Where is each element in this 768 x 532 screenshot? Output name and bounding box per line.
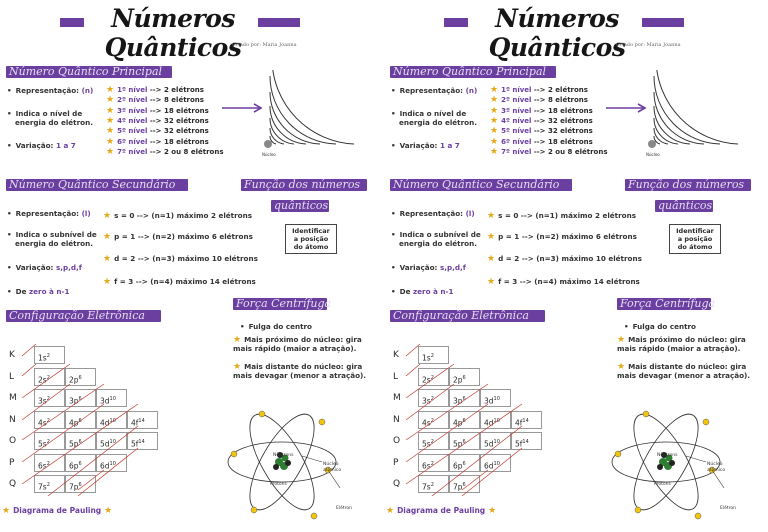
principal-level: ★ 7º nível --> 2 ou 8 elétrons bbox=[106, 146, 224, 157]
forca-distante-2: mais devagar (menor a atração). bbox=[233, 371, 367, 380]
orbital-cell: $5p^6$ bbox=[449, 432, 480, 450]
pauling-caption: ★ Diagrama de Pauling ★ bbox=[2, 506, 113, 516]
funcao-box: Identificar a posição do átomo bbox=[669, 224, 721, 254]
orbital-cell: $2s^2$ bbox=[418, 368, 449, 386]
star-icon: ★ bbox=[386, 506, 395, 516]
orbital-cell: $4f^{14}$ bbox=[511, 411, 542, 429]
shell-label: O bbox=[9, 436, 17, 446]
header-config: Configuração Eletrônica bbox=[390, 310, 545, 322]
forca-fuga: • Fulga do centro bbox=[624, 322, 696, 331]
secundario-row: ★ s = 0 --> (n=1) máximo 2 elétrons bbox=[103, 211, 252, 221]
nucleo-label: Núcleo bbox=[262, 152, 276, 157]
orbital-cell: $6p^6$ bbox=[449, 454, 480, 472]
principal-indica: • Indica o nível de bbox=[391, 109, 466, 118]
secundario-row: ★ p = 1 --> (n=2) máximo 6 elétrons bbox=[103, 232, 253, 242]
pauling-diagonals bbox=[18, 340, 168, 500]
pauling-diagonals bbox=[402, 340, 552, 500]
header-forca: Força Centrífuga bbox=[233, 298, 327, 310]
star-icon: ★ bbox=[487, 211, 496, 221]
star-icon: ★ bbox=[103, 254, 112, 264]
star-icon: ★ bbox=[106, 105, 115, 116]
star-icon: ★ bbox=[490, 115, 499, 126]
principal-level: ★ 6º nível --> 18 elétrons bbox=[490, 136, 593, 147]
header-secundario: Número Quântico Secundário bbox=[6, 179, 188, 191]
atom-nucleo: Núcleo atômico bbox=[707, 462, 726, 473]
secundario-representacao: • Representação: (l) bbox=[7, 209, 91, 218]
orbital-cell: $2p^6$ bbox=[449, 368, 480, 386]
principal-level: ★ 7º nível --> 2 ou 8 elétrons bbox=[490, 146, 608, 157]
nucleo-label: Núcleo bbox=[646, 152, 660, 157]
principal-level: ★ 1º nível --> 2 elétrons bbox=[490, 85, 588, 95]
atom-eletron: Elétron bbox=[336, 506, 352, 511]
forca-distante: ★ Mais distante do núcleo: gira bbox=[233, 362, 363, 372]
orbital-cell: $3d^{10}$ bbox=[96, 389, 127, 407]
star-icon: ★ bbox=[487, 232, 496, 242]
forca-distante-2: mais devagar (menor a atração). bbox=[617, 371, 751, 380]
forca-proximo: ★ Mais próximo do núcleo: gira bbox=[617, 335, 746, 345]
secundario-indica-2: energia do elétron. bbox=[399, 239, 477, 248]
star-icon: ★ bbox=[490, 85, 499, 95]
orbital-cell: $4s^2$ bbox=[34, 411, 65, 429]
shell-label: M bbox=[9, 393, 17, 403]
shell-label: K bbox=[393, 350, 399, 360]
forca-proximo-2: mais rápido (maior a atração). bbox=[233, 344, 357, 353]
orbital-cell: $4s^2$ bbox=[418, 411, 449, 429]
orbital-cell: $7s^2$ bbox=[34, 475, 65, 493]
principal-arrow bbox=[220, 103, 264, 113]
orbital-cell: $7s^2$ bbox=[418, 475, 449, 493]
star-icon: ★ bbox=[490, 126, 499, 137]
star-icon: ★ bbox=[106, 115, 115, 126]
secundario-variacao: • Variação: s,p,d,f bbox=[7, 263, 82, 272]
header-config: Configuração Eletrônica bbox=[6, 310, 161, 322]
star-icon: ★ bbox=[106, 126, 115, 137]
secundario-row: ★ s = 0 --> (n=1) máximo 2 elétrons bbox=[487, 211, 636, 221]
secundario-indica: • Indica o subnível de bbox=[391, 230, 481, 239]
principal-variacao: • Variação: 1 a 7 bbox=[7, 141, 76, 150]
orbital-cell: $5f^{14}$ bbox=[511, 432, 542, 450]
star-icon: ★ bbox=[106, 85, 115, 95]
star-icon: ★ bbox=[488, 506, 497, 516]
principal-level: ★ 5º nível --> 32 elétrons bbox=[106, 126, 209, 137]
atom-protons: Prótons bbox=[270, 482, 287, 487]
principal-level: ★ 4º nível --> 32 elétrons bbox=[490, 115, 593, 126]
star-icon: ★ bbox=[490, 105, 499, 116]
orbital-cell: $4p^6$ bbox=[65, 411, 96, 429]
principal-arrow bbox=[604, 103, 648, 113]
principal-indica-2: energia do elétron. bbox=[399, 118, 477, 127]
shells-diagram bbox=[262, 70, 372, 155]
star-icon: ★ bbox=[104, 506, 113, 516]
star-icon: ★ bbox=[490, 95, 499, 106]
secundario-indica-2: energia do elétron. bbox=[15, 239, 93, 248]
orbital-cell: $5s^2$ bbox=[34, 432, 65, 450]
secundario-representacao: • Representação: (l) bbox=[391, 209, 475, 218]
secundario-row: ★ d = 2 --> (n=3) máximo 10 elétrons bbox=[103, 254, 258, 264]
star-icon: ★ bbox=[490, 146, 499, 157]
credit: Criado por: Maria Joanna bbox=[232, 42, 297, 48]
forca-proximo-2: mais rápido (maior a atração). bbox=[617, 344, 741, 353]
orbital-cell: $5d^{10}$ bbox=[96, 432, 127, 450]
secundario-de: • De zero à n-1 bbox=[391, 287, 453, 296]
header-funcao-1: Função dos números bbox=[625, 179, 751, 191]
atom-neutrons: Nêutrons bbox=[273, 453, 294, 458]
shell-label: O bbox=[393, 436, 401, 446]
star-icon: ★ bbox=[617, 335, 626, 345]
shell-label: N bbox=[9, 414, 16, 425]
principal-level: ★ 5º nível --> 32 elétrons bbox=[490, 126, 593, 137]
orbital-cell: $2s^2$ bbox=[34, 368, 65, 386]
star-icon: ★ bbox=[233, 362, 242, 372]
star-icon: ★ bbox=[106, 136, 115, 147]
orbital-cell: $5s^2$ bbox=[418, 432, 449, 450]
star-icon: ★ bbox=[103, 277, 112, 287]
star-icon: ★ bbox=[487, 254, 496, 264]
forca-distante: ★ Mais distante do núcleo: gira bbox=[617, 362, 747, 372]
orbital-cell: $1s^2$ bbox=[418, 346, 449, 364]
star-icon: ★ bbox=[617, 362, 626, 372]
shell-label: L bbox=[9, 371, 15, 382]
shell-label: K bbox=[9, 350, 15, 360]
principal-level: ★ 6º nível --> 18 elétrons bbox=[106, 136, 209, 147]
star-icon: ★ bbox=[2, 506, 11, 516]
atom-protons: Prótons bbox=[654, 482, 671, 487]
star-icon: ★ bbox=[490, 136, 499, 147]
secundario-row: ★ d = 2 --> (n=3) máximo 10 elétrons bbox=[487, 254, 642, 264]
page-right bbox=[384, 0, 768, 532]
page-title: Números Quânticos bbox=[104, 4, 242, 62]
shell-label: P bbox=[393, 457, 399, 468]
header-principal: Número Quântico Principal bbox=[6, 66, 172, 78]
orbital-cell: $6p^6$ bbox=[65, 454, 96, 472]
secundario-row: ★ f = 3 --> (n=4) máximo 14 elétrons bbox=[487, 277, 640, 287]
header-funcao-2: quânticos bbox=[655, 200, 713, 212]
secundario-indica: • Indica o subnível de bbox=[7, 230, 97, 239]
star-icon: ★ bbox=[233, 335, 242, 345]
header-principal: Número Quântico Principal bbox=[390, 66, 556, 78]
star-icon: ★ bbox=[487, 277, 496, 287]
atom-neutrons: Nêutrons bbox=[657, 453, 678, 458]
forca-proximo: ★ Mais próximo do núcleo: gira bbox=[233, 335, 362, 345]
orbital-cell: $3s^2$ bbox=[34, 389, 65, 407]
secundario-de: • De zero à n-1 bbox=[7, 287, 69, 296]
atom-nucleo: Núcleo atômico bbox=[323, 462, 342, 473]
principal-representacao: • Representação: (n) bbox=[391, 86, 477, 95]
orbital-cell: $6d^{10}$ bbox=[480, 454, 511, 472]
principal-indica-2: energia do elétron. bbox=[15, 118, 93, 127]
orbital-cell: $5f^{14}$ bbox=[127, 432, 158, 450]
orbital-cell: $6d^{10}$ bbox=[96, 454, 127, 472]
orbital-cell: $6s^2$ bbox=[418, 454, 449, 472]
orbital-cell: $4f^{14}$ bbox=[127, 411, 158, 429]
pauling-caption: ★ Diagrama de Pauling ★ bbox=[386, 506, 497, 516]
shell-label: L bbox=[393, 371, 399, 382]
secundario-row: ★ p = 1 --> (n=2) máximo 6 elétrons bbox=[487, 232, 637, 242]
shells-diagram bbox=[646, 70, 756, 155]
principal-level: ★ 1º nível --> 2 elétrons bbox=[106, 85, 204, 95]
orbital-cell: $3p^6$ bbox=[449, 389, 480, 407]
shell-label: P bbox=[9, 457, 15, 468]
shell-label: M bbox=[393, 393, 401, 403]
star-icon: ★ bbox=[106, 146, 115, 157]
header-secundario: Número Quântico Secundário bbox=[390, 179, 572, 191]
header-funcao-2: quânticos bbox=[271, 200, 329, 212]
orbital-cell: $4d^{10}$ bbox=[480, 411, 511, 429]
funcao-box: Identificar a posição do átomo bbox=[285, 224, 337, 254]
atom-eletron: Elétron bbox=[720, 506, 736, 511]
orbital-cell: $5d^{10}$ bbox=[480, 432, 511, 450]
header-funcao-1: Função dos números bbox=[241, 179, 367, 191]
secundario-row: ★ f = 3 --> (n=4) máximo 14 elétrons bbox=[103, 277, 256, 287]
orbital-cell: $4p^6$ bbox=[449, 411, 480, 429]
orbital-cell: $5p^6$ bbox=[65, 432, 96, 450]
star-icon: ★ bbox=[106, 95, 115, 106]
orbital-cell: $7p^6$ bbox=[65, 475, 96, 493]
orbital-cell: $2p^6$ bbox=[65, 368, 96, 386]
star-icon: ★ bbox=[103, 211, 112, 221]
principal-level: ★ 3º nível --> 18 elétrons bbox=[490, 105, 593, 116]
orbital-cell: $6s^2$ bbox=[34, 454, 65, 472]
star-icon: ★ bbox=[103, 232, 112, 242]
orbital-cell: $1s^2$ bbox=[34, 346, 65, 364]
orbital-cell: $4d^{10}$ bbox=[96, 411, 127, 429]
credit: Criado por: Maria Joanna bbox=[616, 42, 681, 48]
principal-level: ★ 4º nível --> 32 elétrons bbox=[106, 115, 209, 126]
principal-level: ★ 2º nível --> 8 elétrons bbox=[490, 95, 588, 106]
shell-label: Q bbox=[393, 479, 401, 489]
orbital-cell: $3s^2$ bbox=[418, 389, 449, 407]
principal-level: ★ 3º nível --> 18 elétrons bbox=[106, 105, 209, 116]
shell-label: N bbox=[393, 414, 400, 425]
shell-label: Q bbox=[9, 479, 17, 489]
page-title: Números Quânticos bbox=[488, 4, 626, 62]
secundario-variacao: • Variação: s,p,d,f bbox=[391, 263, 466, 272]
principal-variacao: • Variação: 1 a 7 bbox=[391, 141, 460, 150]
orbital-cell: $3d^{10}$ bbox=[480, 389, 511, 407]
orbital-cell: $7p^6$ bbox=[449, 475, 480, 493]
orbital-cell: $3p^6$ bbox=[65, 389, 96, 407]
header-forca: Força Centrífuga bbox=[617, 298, 711, 310]
principal-representacao: • Representação: (n) bbox=[7, 86, 93, 95]
forca-fuga: • Fulga do centro bbox=[240, 322, 312, 331]
principal-level: ★ 2º nível --> 8 elétrons bbox=[106, 95, 204, 106]
principal-indica: • Indica o nível de bbox=[7, 109, 82, 118]
